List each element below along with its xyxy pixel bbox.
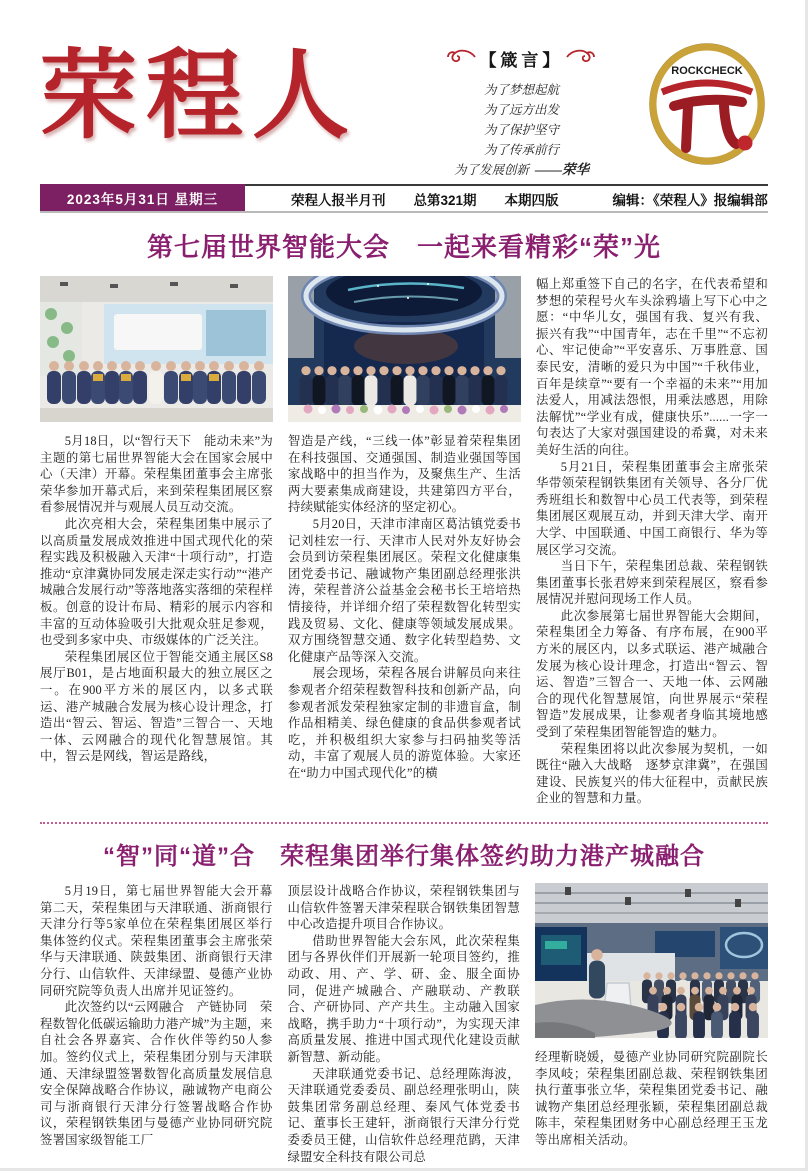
paragraph: 智造是产线，“三线一体”彰显着荣程集团在科技强国、交通强国、制造业强国等国家战略中的担当作为，及聚焦生产、生活两大要素集成商建设，共建第四方平台，持续赋能实体经济的坚定初心。 <box>288 434 521 515</box>
article2-col3 <box>535 883 768 1165</box>
article2-col2 <box>288 883 521 1165</box>
motto-line: 为了传承前行 <box>483 143 559 157</box>
motto-lines <box>409 80 634 180</box>
paragraph: 展会现场，荣程各展台讲解员向来往参观者介绍荣程数智科技和创新产品，向参观者派发荣程独家定制的非遗盲盒，制作品相精美、绿色健康的食品供参观者试吃，并积极组织大家参与扫码抽奖等活动，丰富了观展人员的游览体验。大家还在“助力中国式现代化”的横 <box>288 666 521 780</box>
logo-dot <box>738 136 753 151</box>
dateline-info <box>245 184 768 211</box>
article1-col1 <box>40 276 273 807</box>
motto-header: 【箴言】 <box>479 51 564 70</box>
photo-signing-ceremony <box>535 883 768 1038</box>
date-box: 2023年5月31日 星期三 <box>40 184 245 211</box>
dotted-separator <box>40 822 768 824</box>
paragraph: 5月19日，第七届世界智能大会开幕第二天，荣程集团与天津联通、浙商银行天津分行等5家单位在荣程集团展区举行集体签约仪式。荣程集团董事会主席张荣华与天津联通、陕鼓集团、浙商银行天津分行、山信软件、天津绿盟、曼德产业协同研究院等负责人出席并见证签约。 <box>40 884 273 998</box>
article1-headline: 第七届世界智能大会 一起来看精彩“荣”光 <box>146 232 661 262</box>
editor-credit: 编辑：《荣程人》报编辑部 <box>612 192 768 208</box>
flourish-right-icon <box>566 48 596 69</box>
masthead <box>40 32 768 178</box>
issue-number: 总第321期 <box>413 192 477 208</box>
paragraph: 经理靳晓媛，曼德产业协同研究院副院长李凤岐；荣程集团副总裁、荣程钢铁集团执行董事张立华，荣程集团党委书记、融诚物产集团总经理张颖，荣程集团副总裁陈丰，荣程集团财务中心副总经理王玉龙等出席相关活动。 <box>535 1050 768 1147</box>
photo-workers-group <box>40 276 273 422</box>
motto-line: 为了远方出发 <box>483 103 559 117</box>
paragraph: 顶层设计战略合作协议，荣程钢铁集团与山信软件签署天津荣程联合钢铁集团智慧中心改造提升项目合作协议。 <box>287 884 520 932</box>
paragraph: 荣程集团展区位于智能交通主展区S8展厅B01，是占地面积最大的独立展区之一。在900平方米的展区内，以多式联运、港产城融合发展为核心设计理念，打造出“智云、智运、智造”三智合一、天地一体、云网融合的现代化智慧展馆。其中，智云是网线，智运是路线， <box>40 649 273 764</box>
article1-columns <box>40 276 768 807</box>
paragraph: 天津联通党委书记、总经理陈海波，天津联通党委委员、副总经理张明山，陕鼓集团常务副总经理、秦风气体党委书记、董事长王建轩，浙商银行天津分行党委委员王健，山信软件总经理范鹍，天津绿盟安全科技有限公司总 <box>287 1066 520 1164</box>
article2-columns <box>40 883 768 1165</box>
paragraph: 此次亮相大会，荣程集团集中展示了以高质量发展成效推进中国式现代化的荣程实践及积极融入天津“十项行动”，打造推动“京津冀协同发展走深走实行动”“港产城融合发展行动”等落地落实落细的荣程样板。创意的设计布局、精彩的展示内容和丰富的互动体验吸引大批观众驻足参观，也受到多家中央、市级媒体的广泛关注。 <box>40 516 273 648</box>
motto-line: 为了保护坚守 <box>483 123 559 137</box>
paragraph: 5月18日，以“智行天下 能动未来”为主题的第七届世界智能大会在国家会展中心（天津）开幕。荣程集团董事会主席张荣华参加开幕式后，来到荣程集团展区察看参展情况并与观展人员互动交流。 <box>40 434 273 515</box>
publication-name: 荣程人报半月刊 <box>291 192 386 208</box>
paragraph: 5月21日，荣程集团董事会主席张荣华带领荣程钢铁集团有关领导、各分厂优秀班组长和数智中心员工代表等，到荣程集团展区观展互动，并到天津大学、南开大学、中国联通、中国工商银行、华为等展区学习交流。 <box>536 459 768 557</box>
rockcheck-logo <box>646 32 768 178</box>
edition-label: 本期四版 <box>504 192 559 208</box>
article2-headline: “智”同“道”合 荣程集团举行集体签约助力港产城融合 <box>103 843 705 870</box>
article2-col1 <box>40 883 273 1165</box>
article1-col3 <box>536 276 768 807</box>
photo-expo-ring-group <box>288 276 521 422</box>
motto-line-last: 为了发展创新 ——荣华 <box>453 162 589 177</box>
motto-header-row <box>409 46 634 71</box>
flourish-left-icon <box>446 48 476 69</box>
motto-block <box>409 32 634 178</box>
paragraph: 荣程集团将以此次参展为契机，一如既往“融入大战略 逐梦京津冀”，在强国建设、民族复兴的伟大征程中，贡献民族企业的智慧和力量。 <box>536 741 768 806</box>
dateline-bar <box>40 184 768 213</box>
logo-text: ROCKCHECK <box>671 65 743 77</box>
paragraph: 此次签约以“云网融合 产链协同 荣程数智化低碳运输助力港产城”为主题，来自社会各界嘉宾、合作伙伴等约50人参加。签约仪式上，荣程集团分别与天津联通、天津绿盟签署数智化高质量发展信息安全保障战略合作协议，融诚物产电商公司与浙商银行天津分行签署战略合作协议，荣程钢铁集团与曼德产业协同研究院签署国家级智能工厂 <box>40 1000 273 1147</box>
paragraph: 5月20日，天津市津南区葛沽镇党委书记刘桂宏一行、天津市人民对外友好协会会员到访荣程集团展区。荣程文化健康集团党委书记、融诚物产集团副总经理张洪涛，荣程普济公益基金会秘书长王培培热情接待，并详细介绍了荣程数智化转型实践及贸易、文化、健康等领域发展成果。双方围绕智慧交通、数字化转型趋势、文化健康产品等深入交流。 <box>288 516 521 664</box>
motto-line: 为了梦想起航 <box>483 83 559 97</box>
paragraph: 借助世界智能大会东风，此次荣程集团与各界伙伴们开展新一轮项目签约，推动政、用、产、学、研、金、服全面协同，促进产城融合、产融联动、产教联合、产研协同、产产共生。主动融入国家战略，携手助力“十项行动”，为实现天津高质量发展、推进中国式现代化建设贡献新智慧、新动能。 <box>287 933 520 1064</box>
motto-signature: ——荣华 <box>534 162 589 177</box>
article1-col2 <box>288 276 521 807</box>
paragraph: 幅上郑重签下自己的名字，在代表希望和梦想的荣程号火车头涂鸦墙上写下心中之愿：“中华儿女，强国有我、复兴有我、振兴有我”“中国青年，志在千里”“不忘初心、牢记使命”“平安喜乐、万事胜意、国泰民安，清晰的爱只为中国”“千秋伟业，百年是续章”“要有一个幸福的未来”“用加法爱人，用减法怨恨，用乘法感恩，用除法解忧”“学业有成，健康快乐”......一字一句表达了大家对强国建设的希冀，对未来美好生活的向往。 <box>536 277 768 457</box>
paragraph: 当日下午，荣程集团总裁、荣程钢铁集团董事长张君婷来到荣程展区，察看参展情况并慰问现场工作人员。 <box>536 559 768 607</box>
newspaper-title: 荣程人 <box>40 38 358 152</box>
paragraph: 此次参展第七届世界智能大会期间，荣程集团全力筹备、有序布展，在900平方米的展区内，以多式联运、港产城融合发展为核心设计理念，打造出“智云、智运、智造”三智合一、天地一体、云网融合的现代化智慧展馆，向世界展示“荣程智造”发展成果，让参观者身临其境地感受到了荣程集团智能智造的魅力。 <box>536 608 768 740</box>
